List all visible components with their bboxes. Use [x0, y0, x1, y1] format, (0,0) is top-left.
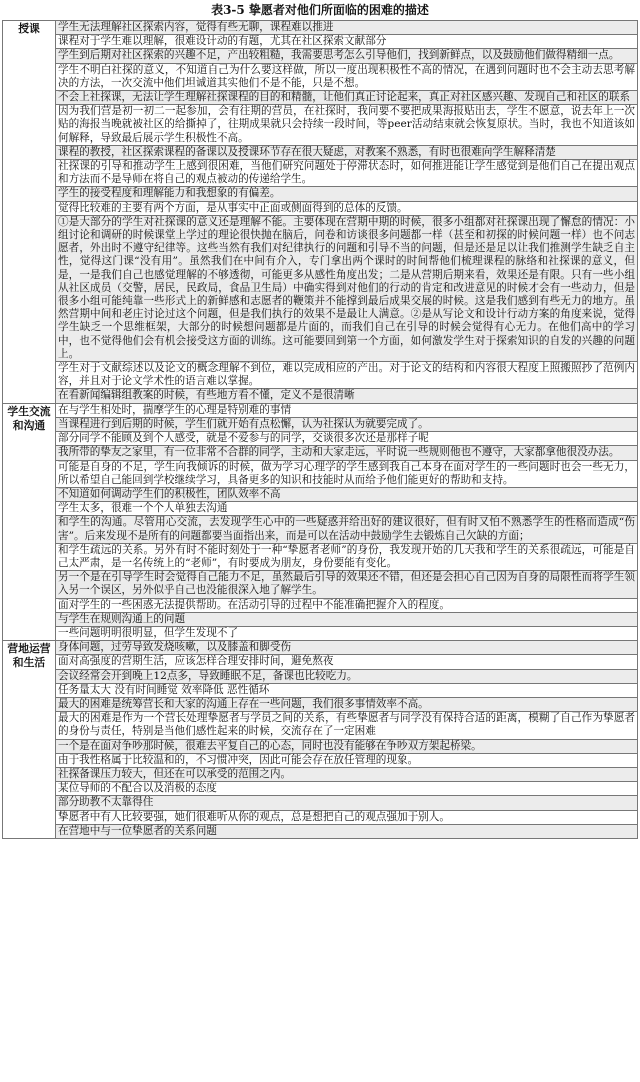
- table-body: [3, 21, 638, 839]
- table-row: [3, 712, 638, 739]
- difficulty-text-cell: 觉得比较难的主要有两个方面，是从事实中正面或侧面得到的总体的反馈。: [56, 201, 638, 215]
- table-row: [3, 824, 638, 838]
- difficulty-text-cell: 和学生的沟通。尽管用心交流，去发现学生心中的一些疑惑并给出好的建议很好，但有时又怕不熟悉学生的性格而造成“伤害”。后来发现不是所有的问题都要当面指出来，而是可以在活动中鼓励学生去锻炼自己欠缺的方面；: [56, 516, 638, 543]
- table-row: [3, 105, 638, 146]
- table-row: [3, 626, 638, 640]
- difficulty-text-cell: 一个是在面对争吵那时候，很难去平复自己的心态，同时也没有能够在争吵双方架起桥梁。: [56, 739, 638, 753]
- table-row: [3, 21, 638, 35]
- table-row: [3, 389, 638, 403]
- table-row: [3, 145, 638, 159]
- category-cell: 学生交流和沟通: [3, 403, 56, 640]
- table-row: [3, 187, 638, 201]
- table-row: [3, 35, 638, 49]
- difficulty-text-cell: 身体问题，过劳导致发烧咳嗽，以及膝盖和脚受伤: [56, 641, 638, 655]
- table-row: [3, 669, 638, 683]
- difficulty-text-cell: 部分助教不太靠得住: [56, 796, 638, 810]
- table-row: [3, 160, 638, 187]
- table-row: [3, 432, 638, 446]
- difficulty-text-cell: 由于我性格属于比较温和的，不习惯冲突，因此可能会存在放任管理的现象。: [56, 753, 638, 767]
- table-row: [3, 63, 638, 90]
- difficulty-text-cell: 挚愿者中有人比较要强，她们很难听从你的观点，总是想把自己的观点强加于别人。: [56, 810, 638, 824]
- table-row: [3, 487, 638, 501]
- difficulty-text-cell: 学生无法理解社区探索内容，觉得有些无聊，课程难以推进: [56, 21, 638, 35]
- difficulty-text-cell: 最大的困难是作为一个营长处理挚愿者与学员之间的关系，有些挚愿者与同学没有保持合适的距离，模糊了自己作为挚愿者的身份与责任，特别是当他们感性起来的时候，交流存在了一定困难: [56, 712, 638, 739]
- difficulty-text-cell: 部分同学不能顾及到个人感受，就是不爱参与的同学，交谈很多次还是那样子呢: [56, 432, 638, 446]
- table-row: [3, 612, 638, 626]
- difficulty-text-cell: 最大的困难是统筹营长和大家的沟通上存在一些问题，我们很多事情效率不高。: [56, 697, 638, 711]
- difficulty-text-cell: 在营地中与一位挚愿者的关系问题: [56, 824, 638, 838]
- difficulty-text-cell: 在看新闻编辑组教案的时候，有些地方看不懂，定义不是很清晰: [56, 389, 638, 403]
- difficulty-text-cell: 社探备课压力较大，但还在可以承受的范围之内。: [56, 767, 638, 781]
- difficulty-text-cell: 不知道如何调动学生们的积极性，团队效率不高: [56, 487, 638, 501]
- table-row: [3, 683, 638, 697]
- difficulty-text-cell: 和学生疏远的关系。另外有时不能时刻处于一种“挚愿者老师”的身份，我发现开始的几天我和学生的关系很疏远，可能是自己太严肃，是一名传统上的“老师”，有时要成为朋友，身份要能有变化。: [56, 543, 638, 570]
- category-cell: 营地运营和生活: [3, 641, 56, 839]
- table-row: [3, 810, 638, 824]
- table-row: [3, 516, 638, 543]
- table-row: [3, 697, 638, 711]
- table-row: [3, 571, 638, 598]
- difficulty-text-cell: 当课程进行到后期的时候，学生们就开始有点松懈，认为社探认为就要完成了。: [56, 417, 638, 431]
- difficulty-text-cell: ①是大部分的学生对社探课的意义还是理解不能。主要体现在营期中期的时候，很多小组都对社探课出现了懈怠的情况：小组讨论和调研的时候课堂上学过的理论很快抛在脑后，问卷和访谈很多问题都一样（甚至和初探的时候问题一样）也不问志愿者，外出时不遵守纪律等。这些当然有我们对纪律执行的问题和引导不当的问题，但是还是足以让我们推测学生缺乏自主性，觉得这门课“没有用”。虽然我们在中间有介入，专门拿出两个课时的时间帮他们梳理课程的脉络和社探课的意义，但是，一是我们自己也感觉理解的不够透彻，可能更多从感性角度出发；二是从营期后期来看，效果还是有限。只有一些小组从社区成员（交警，居民，民政局，食品卫生局）中确实得到对他们的行动的肯定和改进意见的时候才会有一些动力，但是很多小组可能纯靠一些形式上的新鲜感和志愿者的鞭策并不能撑到最后成果交展的时候。这是我们感到有些无力的地方。虽然营期中间和老庄讨论过这个问题，但是我们执行的效果不是最让人满意。②是从写论文和设计行动方案的角度来说，觉得学生缺乏一个思维框架，大部分的时候想问题都是片面的，而我们自己在引导的时候会觉得有心无力。在他们高中的学习中，也不觉得他们会有机会接受这方面的训练。这可能要回到第一个方面，如何激发学生对于探索知识的自发的兴趣的问题上。: [56, 215, 638, 361]
- table-row: [3, 796, 638, 810]
- difficulty-text-cell: 会议经常会开到晚上12点多，导致睡眠不足，备课也比较吃力。: [56, 669, 638, 683]
- category-cell: 授课: [3, 21, 56, 404]
- difficulty-text-cell: 任务量太大 没有时间睡觉 效率降低 恶性循环: [56, 683, 638, 697]
- table-row: [3, 641, 638, 655]
- table-row: [3, 782, 638, 796]
- table-caption: 表3-5 挚愿者对他们所面临的困难的描述: [211, 3, 429, 17]
- difficulty-text-cell: 学生到后期对社区探索的兴趣不足，产出较粗糙，我需要思考怎么引导他们，找到新鲜点，以及鼓励他们做得精细一点。: [56, 49, 638, 63]
- table-row: [3, 201, 638, 215]
- difficulty-text-cell: 另一个是在引导学生时会觉得自己能力不足，虽然最后引导的效果还不错，但还是会担心自己因为自身的局限性而将学生领入另一个误区，另外似乎自己也没能很深入地了解学生。: [56, 571, 638, 598]
- difficulty-text-cell: 一些问题明明很明显，但学生发现不了: [56, 626, 638, 640]
- difficulty-text-cell: 学生太多，很难一个个人单独去沟通: [56, 502, 638, 516]
- difficulty-text-cell: 学生对于文献综述以及论文的概念理解不到位，难以完成相应的产出。对于论文的结构和内容很大程度上照搬照抄了范例内容，并且对于论文学术性的语言难以掌握。: [56, 362, 638, 389]
- table-row: [3, 91, 638, 105]
- table-row: [3, 215, 638, 361]
- difficulty-text-cell: 可能是自身的不足，学生向我倾诉的时候，做为学习心理学的学生感到我自己本身在面对学生的一些问题时也会一些无力，所以希望自己能回到学校继续学习，具备更多的知识和技能时从而给予他们能更好的帮助和支持。: [56, 460, 638, 487]
- table-row: [3, 543, 638, 570]
- difficulties-table: [2, 20, 638, 839]
- table-row: [3, 417, 638, 431]
- table-row: [3, 460, 638, 487]
- table-row: [3, 403, 638, 417]
- difficulty-text-cell: 学生不明白社探的意义，不知道自己为什么要这样做，所以一度出现积极性不高的情况，在遇到问题时也不会主动去思考解决的方法，一次交流中他们坦诚道其实他们不是不能，只是不想。: [56, 63, 638, 90]
- table-row: [3, 753, 638, 767]
- table-row: [3, 502, 638, 516]
- difficulty-text-cell: 社探课的引导和推动学生上感到很困难，当他们研究问题处于停滞状态时，如何推进能让学生感觉到是他们自己在提出观点和方法而不是导师在将自己的观点被动的传递给学生。: [56, 160, 638, 187]
- difficulty-text-cell: 我所带的挚友之家里，有一位非常不合群的同学，主动和大家走远，平时说一些规则他也不遵守，大家都拿他很没办法。: [56, 446, 638, 460]
- table-row: [3, 49, 638, 63]
- difficulty-text-cell: 不会上社探课，无法让学生理解社探课程的目的和精髓，让他们真正讨论起来，真正对社区感兴趣、发现自己和社区的联系: [56, 91, 638, 105]
- table-row: [3, 655, 638, 669]
- difficulty-text-cell: 某位导师的不配合以及消极的态度: [56, 782, 638, 796]
- difficulty-text-cell: 因为我们营是初一初二一起参加，会有往期的营员，在社探时，我问要不要把成果海报贴出去，学生不愿意，说去年上一次贴的海报当晚就被社区的给撕掉了，往期成果就只会持续一段时间，等peer活动结束就会恢复原状。当时，我也不知道该如何解释，导致最后展示学生积极性不高。: [56, 105, 638, 146]
- difficulty-text-cell: 在与学生相处时，揣摩学生的心理是特别难的事情: [56, 403, 638, 417]
- difficulty-text-cell: 课程的教授，社区探索课程的备课以及授课环节存在很大疑虑，对教案不熟悉，有时也很难向学生解释清楚: [56, 145, 638, 159]
- table-row: [3, 739, 638, 753]
- difficulty-text-cell: 面对高强度的营期生活，应该怎样合理安排时间，避免熬夜: [56, 655, 638, 669]
- difficulty-text-cell: 课程对于学生难以理解，很难设计动的有题，尤其在社区探索文献部分: [56, 35, 638, 49]
- difficulty-text-cell: 面对学生的一些困惑无法提供帮助。在活动引导的过程中不能准确把握介入的程度。: [56, 598, 638, 612]
- difficulty-text-cell: 与学生在规则沟通上的问题: [56, 612, 638, 626]
- table-row: [3, 446, 638, 460]
- table-row: [3, 362, 638, 389]
- difficulty-text-cell: 学生的接受程度和理解能力和我想象的有偏差。: [56, 187, 638, 201]
- table-row: [3, 598, 638, 612]
- table-row: [3, 767, 638, 781]
